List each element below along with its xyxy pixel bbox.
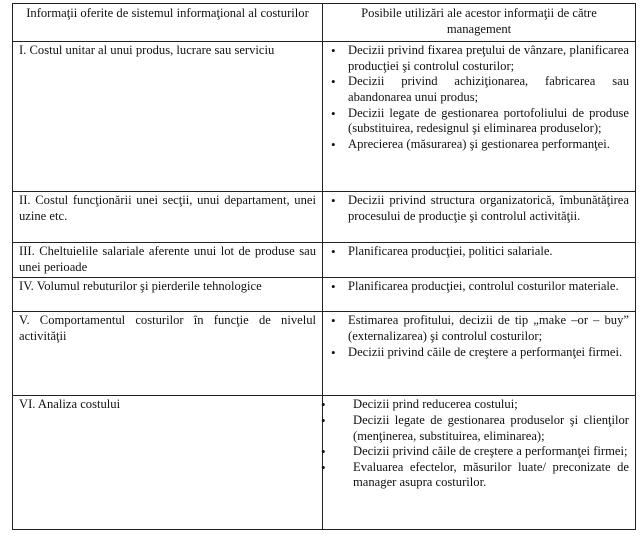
list-item: • Aprecierea (măsurarea) şi gestionarea performanţei. — [329, 137, 629, 153]
list-item: • Planificarea producţiei, politici salariale. — [329, 244, 629, 260]
row-uses — [323, 243, 636, 278]
table-row — [13, 42, 636, 192]
table-row — [13, 312, 636, 396]
uses-list — [329, 43, 629, 152]
list-item: • Decizii privind căile de creştere a performanţei firmei; — [323, 444, 629, 460]
row-uses — [323, 192, 636, 243]
row-uses — [323, 42, 636, 192]
list-item: • Decizii privind structura organizatorică, îmbunătăţirea procesului de producţie şi controlul activităţii. — [329, 193, 629, 224]
table-row — [13, 192, 636, 243]
list-item: • Evaluarea efectelor, măsurilor luate/ preconizate de manager asupra costurilor. — [323, 460, 629, 491]
row-uses — [323, 396, 636, 530]
row-uses — [323, 278, 636, 312]
table-row — [13, 396, 636, 530]
uses-list — [329, 193, 629, 224]
list-item: • Decizii legate de gestionarea produselor şi clienţilor (menţinerea, substituirea, eliminarea); — [323, 413, 629, 444]
header-uses: Posibile utilizări ale acestor informaţii de către management — [323, 4, 636, 42]
table-header-row — [13, 4, 636, 42]
uses-list — [329, 244, 629, 260]
list-item: • Planificarea producţiei, controlul costurilor materiale. — [329, 279, 629, 295]
list-item: • Estimarea profitului, decizii de tip „make –or – buy” (externalizarea) şi controlul costurilor; — [329, 313, 629, 344]
row-label: VI. Analiza costului — [13, 396, 323, 530]
uses-list — [329, 279, 629, 295]
uses-list — [329, 313, 629, 360]
header-information: Informaţii oferite de sistemul informaţional al costurilor — [13, 4, 323, 42]
cost-information-table — [12, 3, 636, 530]
list-item: • Decizii legate de gestionarea portofoliului de produse (substituirea, redesignul şi eliminarea produselor); — [329, 106, 629, 137]
row-label: III. Cheltuielile salariale aferente unui lot de produse sau unei perioade — [13, 243, 323, 278]
row-label: II. Costul funcţionării unei secţii, unui departament, unei uzine etc. — [13, 192, 323, 243]
row-label: V. Comportamentul costurilor în funcţie de nivelul activităţii — [13, 312, 323, 396]
list-item: • Decizii privind fixarea preţului de vânzare, planificarea producţiei şi controlul costurilor; — [329, 43, 629, 74]
row-label: IV. Volumul rebuturilor şi pierderile tehnologice — [13, 278, 323, 312]
list-item: • Decizii prind reducerea costului; — [323, 397, 629, 413]
uses-list — [323, 397, 629, 491]
list-item: • Decizii privind căile de creştere a performanţei firmei. — [329, 345, 629, 361]
list-item: • Decizii privind achiziţionarea, fabricarea sau abandonarea unui produs; — [329, 74, 629, 105]
table-row — [13, 243, 636, 278]
row-label: I. Costul unitar al unui produs, lucrare sau serviciu — [13, 42, 323, 192]
row-uses — [323, 312, 636, 396]
table-row — [13, 278, 636, 312]
